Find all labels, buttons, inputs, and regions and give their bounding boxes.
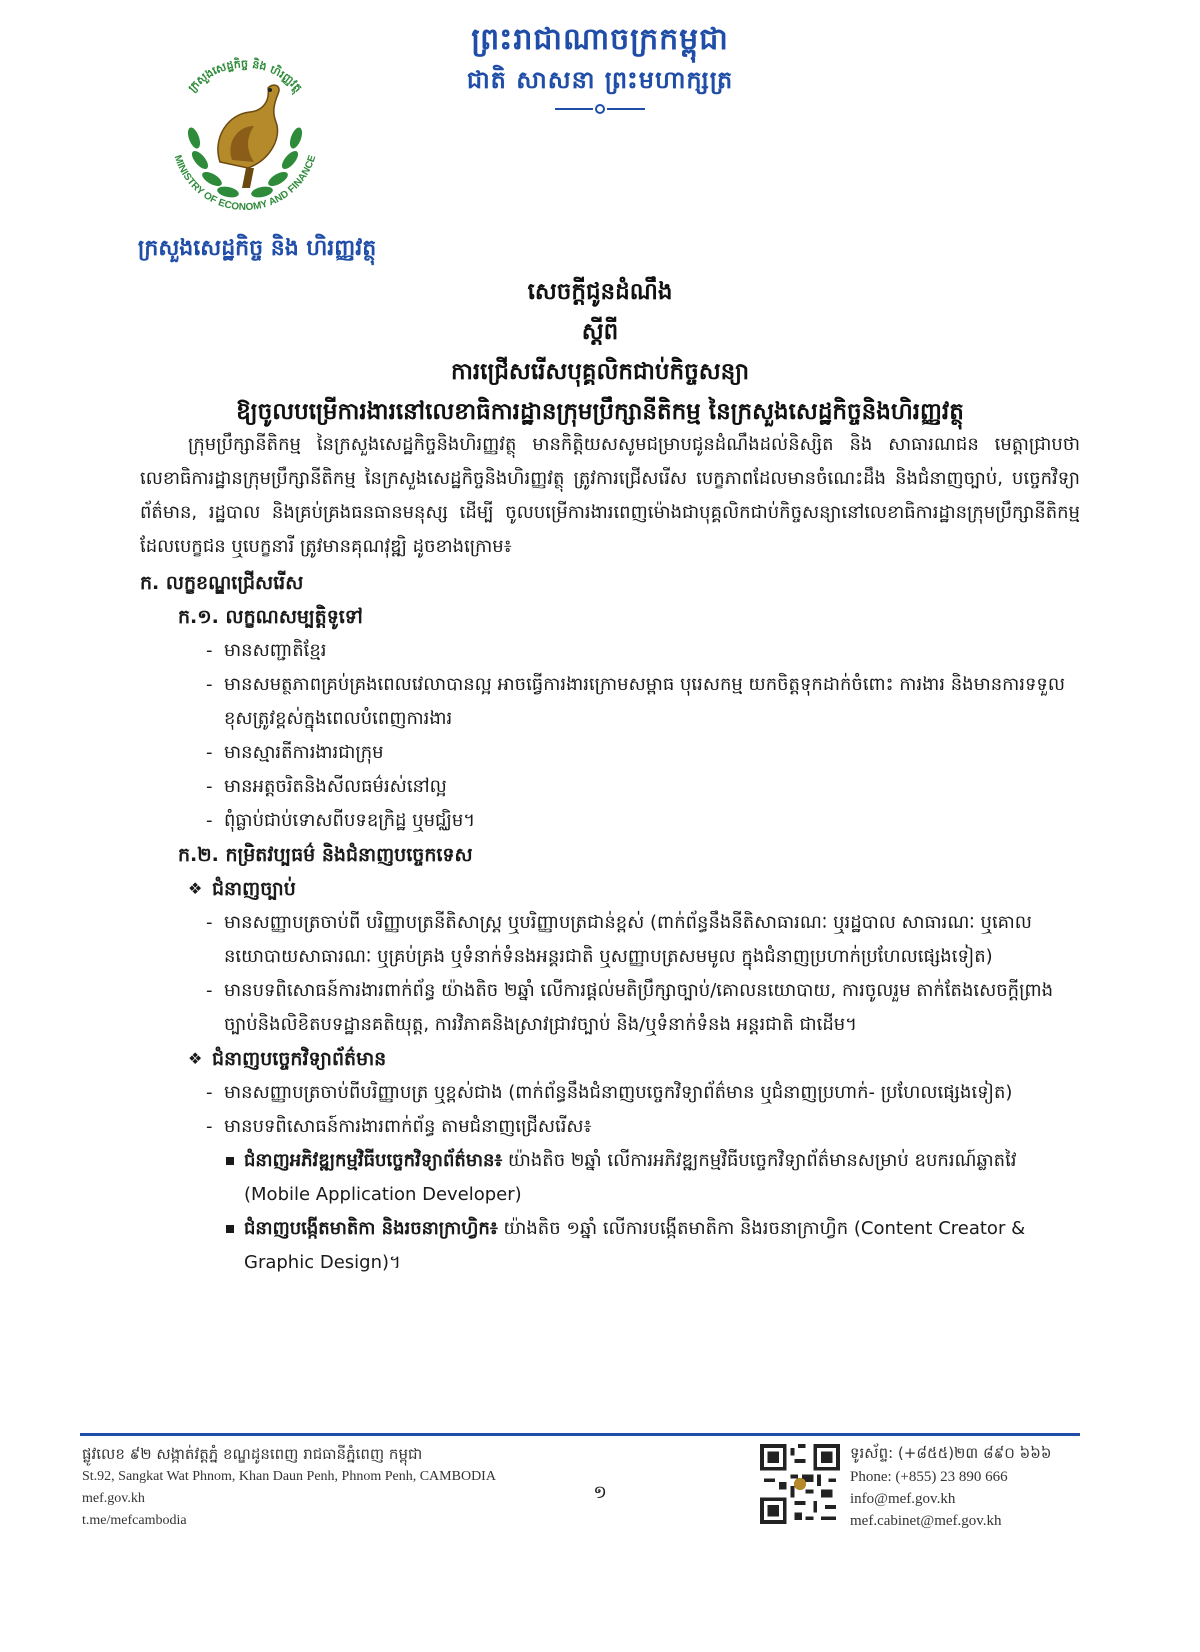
list-item: - មានសញ្ញាបត្រចាប់ពី បរិញ្ញាបត្រនីតិសាស្ត្រ ឬបរិញ្ញាបត្រជាន់ខ្ពស់ (ពាក់ព័ន្ធនឹងនីតិសាធារណៈ ឬរដ្ឋបាល សាធារណៈ ឬគោលនយោបាយសាធារណៈ ឬគ្រប់គ្រង ឬទំនាក់ទំនងអន្តរជាតិ ឬសញ្ញាបត្រសមមូល ក្នុងជំនាញប្រហាក់ប្រហែលផ្សេងទៀត) [206,906,1080,974]
specialization-text: យ៉ាងតិច ២ឆ្នាំ លើការអភិវឌ្ឍកម្មវិធីបច្ចេកវិទ្យាព័ត៌មានសម្រាប់ ឧបករណ៍ឆ្លាតវៃ (Mobile Application Developer) [244,1150,1017,1205]
section-a-heading: ក. លក្ខខណ្ឌជ្រើសរើស [140,572,304,594]
phone-kh: ទូរស័ព្ទ: (+៨៥៥)២៣ ៨៩០ ៦៦៦ [850,1444,1052,1462]
notice-subject-detail: ឱ្យចូលបម្រើការងារនៅលេខាធិការដ្ឋានក្រុមប្រឹក្សានីតិកម្ម នៃក្រសួងសេដ្ឋកិច្ចនិងហិរញ្ញវត្ថុ [236,399,964,425]
qr-logo-icon [794,1478,806,1490]
ministry-logo [150,42,340,232]
list-item: - ពុំធ្លាប់ជាប់ទោសពីបទឧក្រិដ្ឋ ឬមជ្ឈិម។ [206,804,1080,838]
list-item: - មានសញ្ញាបត្រចាប់ពីបរិញ្ញាបត្រ ឬខ្ពស់ជាង (ពាក់ព័ន្ធនឹងជំនាញបច្ចេកវិទ្យាព័ត៌មាន ឬជំនាញប្រហាក់- ប្រហែលផ្សេងទៀត) [206,1076,1080,1110]
it-skill-label: ជំនាញបច្ចេកវិទ្យាព័ត៌មាន [212,1048,387,1070]
national-motto: ជាតិ សាសនា ព្រះមហាក្សត្រ [466,66,734,94]
email-info-link[interactable]: info@mef.gov.kh [850,1491,956,1507]
list-item [226,1144,1080,1212]
phone-en: Phone: (+855) 23 890 666 [850,1469,1008,1485]
general-qualifications-list [206,634,1080,838]
page-number: ១ [593,1482,607,1503]
it-specializations-list [226,1144,1080,1280]
list-item: - មានបទពិសោធន៍ការងារពាក់ព័ន្ធ តាមជំនាញជ្រើសរើស៖ [206,1110,1080,1144]
hamsa-bird-icon [218,85,279,188]
section-a2-heading: ក.២. កម្រិតវប្បធម៌ និងជំនាញបច្ចេកទេស [178,844,473,866]
address-kh: ផ្លូវលេខ ៩២ សង្កាត់វត្តភ្នំ ខណ្ឌដូនពេញ រាជធានីភ្នំពេញ កម្ពុជា [82,1445,423,1463]
list-item: - មានបទពិសោធន៍ការងារពាក់ព័ន្ធ យ៉ាងតិច ២ឆ្នាំ លើការផ្តល់មតិប្រឹក្សាច្បាប់/គោលនយោបាយ, ការចូលរួម តាក់តែងសេចក្តីព្រាងច្បាប់និងលិខិតបទដ្ឋានគតិយុត្ត, ការវិភាគនិងស្រាវជ្រាវច្បាប់ និង/ឬទំនាក់ទំនង អន្តរជាតិ ជាដើម។ [206,974,1080,1042]
list-item: - មានសញ្ជាតិខ្មែរ [206,634,1080,668]
list-item: - មានស្មារតីការងារជាក្រុម [206,736,1080,770]
telegram-link[interactable]: t.me/mefcambodia [82,1513,187,1528]
ornament-divider [555,104,645,114]
notice-title: សេចក្តីជូនដំណឹង [527,279,673,305]
diamond-bullet-icon: ❖ [188,879,203,898]
section-a1-heading: ក.១. លក្ខណសម្បត្តិទូទៅ [178,606,363,628]
address-en: St.92, Sangkat Wat Phnom, Khan Daun Penh, Phnom Penh, CAMBODIA [82,1469,496,1484]
notice-about: ស្តីពី [581,319,619,345]
it-skill-heading [188,1042,1080,1076]
footer-divider [80,1433,1080,1436]
list-item [226,1212,1080,1280]
kingdom-header [380,18,820,114]
kingdom-title: ព្រះរាជាណាចក្រកម្ពុជា [471,22,729,57]
it-requirements-list [206,1076,1080,1144]
law-requirements-list [206,906,1080,1042]
specialization-label: ជំនាញបង្កើតមាតិកា និងរចនាក្រាហ្វិក៖ [244,1218,498,1239]
svg-text:ក្រសួងសេដ្ឋកិច្ច និង ហិរញ្ញវត្ [186,57,305,97]
notice-titles [120,272,1080,432]
notice-body [140,428,1080,1280]
footer-contact [850,1440,1100,1532]
intro-paragraph: ក្រុមប្រឹក្សានីតិកម្ម នៃក្រសួងសេដ្ឋកិច្ចនិងហិរញ្ញវត្ថុ មានកិត្តិយសសូមជម្រាបជូនដំណឹងដល់និស្សិត និង សាធារណជន មេត្តាជ្រាបថា លេខាធិការដ្ឋានក្រុមប្រឹក្សានីតិកម្ម នៃក្រសួងសេដ្ឋកិច្ចនិងហិរញ្ញវត្ថុ ត្រូវការជ្រើសរើស បេក្ខភាពដែលមានចំណេះដឹង និងជំនាញច្បាប់, បច្ចេកវិទ្យាព័ត៌មាន, រដ្ឋបាល និងគ្រប់គ្រងធនធានមនុស្ស ដើម្បី ចូលបម្រើការងារពេញម៉ោងជាបុគ្គលិកជាប់កិច្ចសន្យានៅលេខាធិការដ្ឋានក្រុមប្រឹក្សានីតិកម្ម ដែលបេក្ខជន ឬបេក្ខនារី ត្រូវមានគុណវុឌ្ឍិ ដូចខាងក្រោម៖ [140,434,1080,557]
website-link[interactable]: mef.gov.kh [82,1491,145,1506]
logo-text-en: MINISTRY OF ECONOMY AND FINANCE [171,153,319,214]
notice-subject: ការជ្រើសរើសបុគ្គលិកជាប់កិច្ចសន្យា [450,359,750,385]
list-item: - មានអត្តចរិតនិងសីលធម៌រស់នៅល្អ [206,770,1080,804]
specialization-label: ជំនាញអភិវឌ្ឍកម្មវិធីបច្ចេកវិទ្យាព័ត៌មាន៖ [244,1150,503,1171]
diamond-bullet-icon: ❖ [188,1049,203,1068]
law-skill-heading [188,872,1080,906]
list-item: - មានសមត្ថភាពគ្រប់គ្រងពេលវេលាបានល្អ អាចធ្វើការងារក្រោមសម្ពាធ បុរេសកម្ម យកចិត្តទុកដាក់ចំពោះ ការងារ និងមានការទទួលខុសត្រូវខ្ពស់ក្នុងពេលបំពេញការងារ [206,668,1080,736]
footer-address [82,1442,542,1532]
logo-text-kh: ក្រសួងសេដ្ឋកិច្ច និង ហិរញ្ញវត្ថុ [185,57,305,95]
qr-code-icon [760,1444,840,1524]
ministry-name-kh: ក្រសួងសេដ្ឋកិច្ច និង ហិរញ្ញវត្ថុ [137,236,377,261]
specialization-text: យ៉ាងតិច ១ឆ្នាំ លើការបង្កើតមាតិកា និងរចនាក្រាហ្វិក (Content Creator & Graphic Design)។ [244,1218,1026,1273]
law-skill-label: ជំនាញច្បាប់ [212,878,296,900]
email-cabinet-link[interactable]: mef.cabinet@mef.gov.kh [850,1513,1002,1529]
